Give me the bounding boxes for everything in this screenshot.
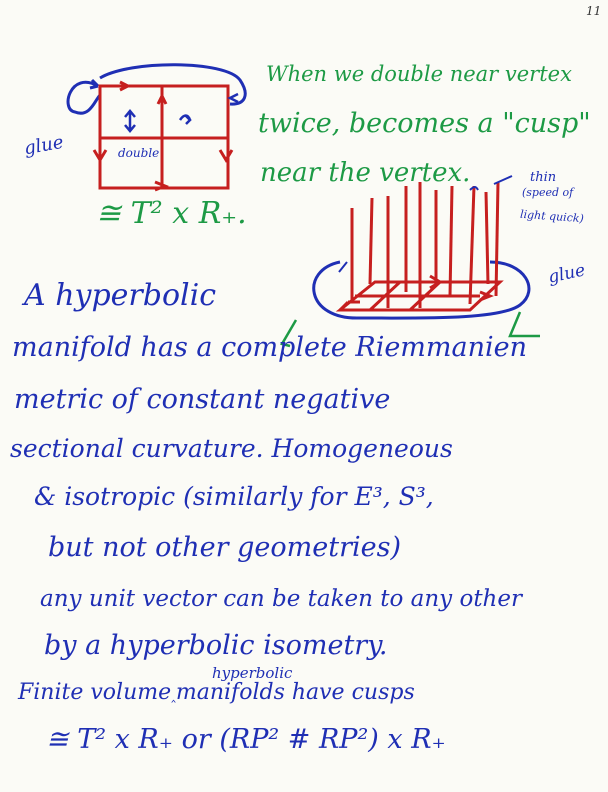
glue-label-right: glue	[546, 260, 588, 288]
cusp-vertical-lines	[352, 182, 498, 308]
body-line5: & isotropic (similarly for E³, S³,	[34, 482, 434, 511]
body-line3: metric of constant negative	[14, 384, 391, 415]
body-line4: sectional curvature. Homogeneous	[10, 434, 453, 463]
body-line6: but not other geometries)	[48, 532, 402, 563]
body-line9-insert: hyperbolic	[212, 664, 293, 682]
glue-loop-left	[68, 65, 245, 113]
body-line10: ≅ T² x R₊ or (RP² # RP²) x R₊	[46, 724, 446, 755]
caret-mark: ‸	[171, 687, 176, 703]
thin-label: thin	[530, 170, 557, 185]
body-line9	[18, 680, 415, 705]
double-label: double	[118, 146, 160, 160]
body-line7: any unit vector can be taken to any other	[40, 586, 522, 612]
body-line1: A hyperbolic	[24, 278, 217, 313]
body-line9-pre: Finite volume	[18, 680, 172, 705]
light-quick-label: light quick)	[519, 207, 585, 226]
page-number: 11	[586, 4, 602, 18]
body-line2: manifold has a complete Riemmanien	[12, 332, 528, 363]
body-line8: by a hyperbolic isometry.	[44, 630, 388, 661]
green-note-line2: twice, becomes a "cusp"	[258, 108, 591, 139]
speed-of-light-label: (speed of	[522, 186, 574, 199]
body-line9-post: manifolds have cusps	[175, 680, 415, 705]
green-note-line4: ≅ T² x R₊.	[96, 196, 247, 231]
green-note-line1: When we double near vertex	[266, 62, 572, 86]
green-note-line3: near the vertex.	[260, 158, 471, 188]
glue-label-left: glue	[22, 131, 66, 160]
